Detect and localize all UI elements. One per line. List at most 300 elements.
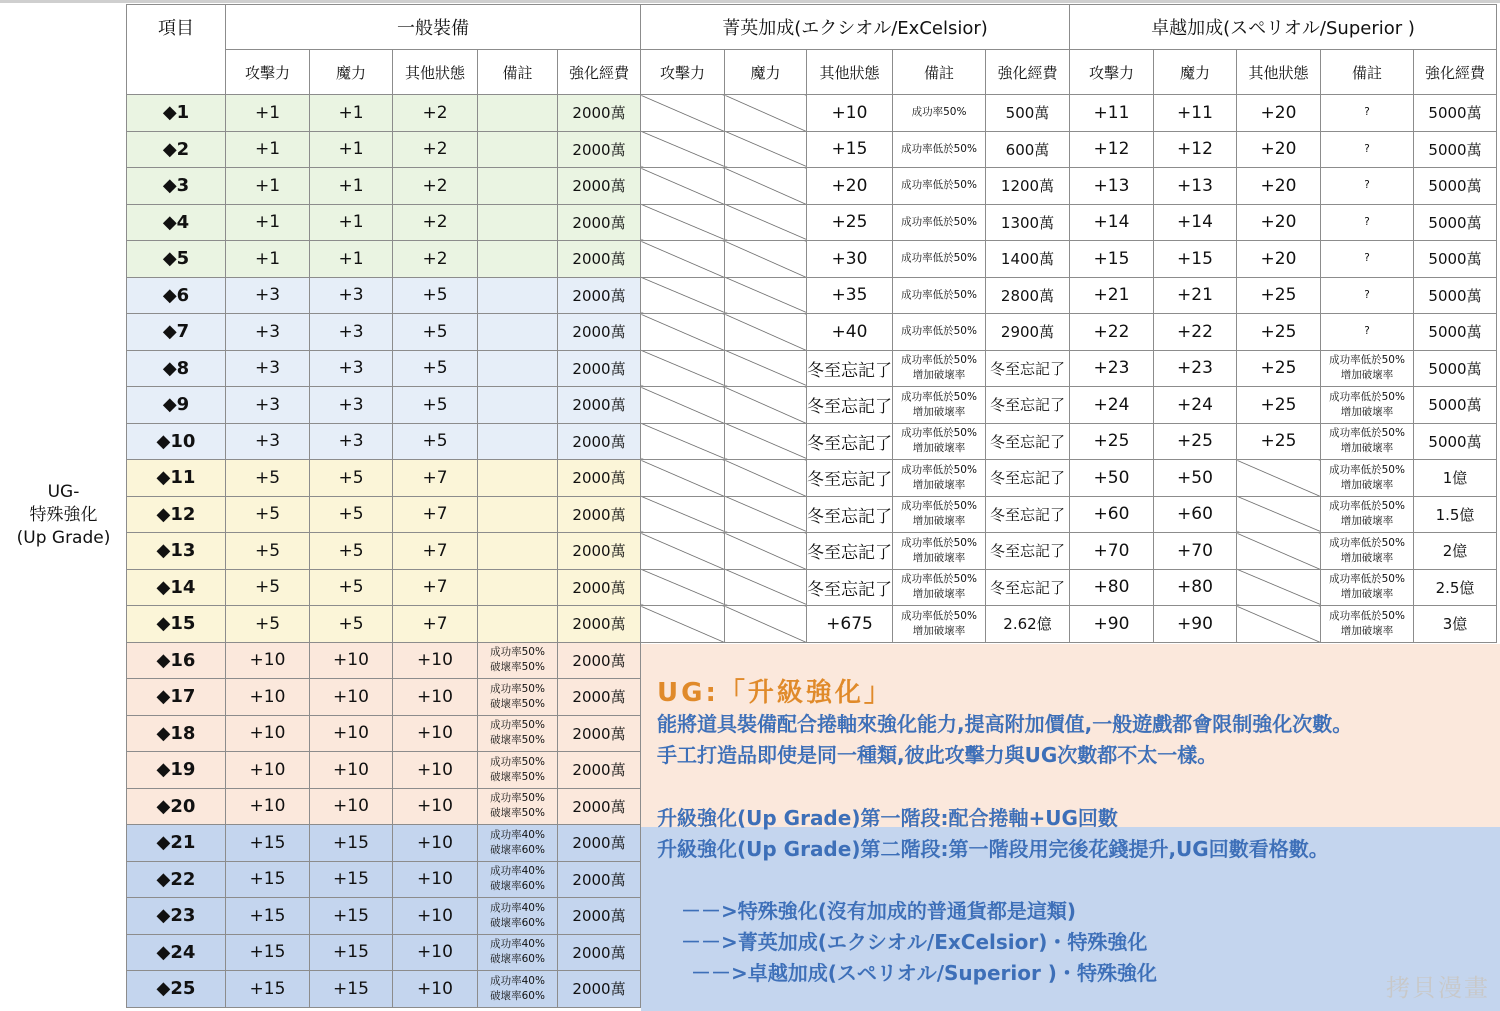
attack-cell: +3 (226, 350, 310, 387)
attack-cell: +1 (226, 204, 310, 241)
magic-cell: +15 (310, 861, 393, 898)
superior-magic-cell: +90 (1154, 606, 1237, 643)
superior-note-cell: 成功率低於50% 增加破壞率 (1321, 496, 1414, 533)
superior-note-cell: ? (1321, 131, 1414, 168)
level-cell: ◆21 (127, 825, 226, 862)
elite-cost-cell: 2900萬 (986, 314, 1070, 351)
superior-cost-cell: 2.5億 (1414, 569, 1497, 606)
attack-cell: +5 (226, 496, 310, 533)
attack-cell: +3 (226, 314, 310, 351)
elite-note-cell: 成功率低於50% 增加破壞率 (893, 533, 986, 570)
level-cell: ◆17 (127, 679, 226, 716)
note-cell (478, 460, 558, 497)
superior-note-cell: 成功率低於50% 增加破壞率 (1321, 423, 1414, 460)
superior-magic-cell: +12 (1154, 131, 1237, 168)
elite-attack-slash (641, 460, 725, 497)
superior-magic-cell: +13 (1154, 168, 1237, 205)
superior-cost-cell: 5000萬 (1414, 314, 1497, 351)
elite-attack-slash (641, 496, 725, 533)
superior-magic-cell: +22 (1154, 314, 1237, 351)
superior-magic-cell: +25 (1154, 423, 1237, 460)
superior-attack-cell: +11 (1070, 95, 1154, 132)
elite-magic-slash (725, 496, 807, 533)
attack-cell: +15 (226, 861, 310, 898)
superior-attack-cell: +90 (1070, 606, 1154, 643)
elite-note-cell: 成功率低於50% (893, 204, 986, 241)
elite-note-cell: 成功率低於50% 增加破壞率 (893, 496, 986, 533)
magic-cell: +10 (310, 715, 393, 752)
elite-attack-slash (641, 241, 725, 278)
superior-other-cell: +20 (1237, 241, 1321, 278)
cost-cell: 2000萬 (558, 350, 641, 387)
level-cell: ◆10 (127, 423, 226, 460)
attack-cell: +10 (226, 788, 310, 825)
other-status-cell: +10 (393, 752, 478, 789)
attack-cell: +10 (226, 679, 310, 716)
superior-note-cell: ? (1321, 314, 1414, 351)
elite-cost-cell: 冬至忘記了 (986, 569, 1070, 606)
superior-note-cell: 成功率低於50% 增加破壞率 (1321, 569, 1414, 606)
level-cell: ◆8 (127, 350, 226, 387)
superior-cost-cell: 5000萬 (1414, 168, 1497, 205)
elite-magic-slash (725, 241, 807, 278)
magic-cell: +5 (310, 496, 393, 533)
elite-other-cell: +10 (807, 95, 893, 132)
cost-cell: 2000萬 (558, 606, 641, 643)
superior-cost-cell: 3億 (1414, 606, 1497, 643)
note-cell: 成功率40% 破壞率60% (478, 934, 558, 971)
superior-magic-cell: +23 (1154, 350, 1237, 387)
other-status-cell: +5 (393, 277, 478, 314)
subheader: 備註 (893, 50, 986, 95)
note-cell (478, 350, 558, 387)
note-cell: 成功率40% 破壞率60% (478, 825, 558, 862)
superior-other-cell: +25 (1237, 314, 1321, 351)
level-cell: ◆23 (127, 898, 226, 935)
cost-cell: 2000萬 (558, 752, 641, 789)
elite-other-cell: 冬至忘記了 (807, 387, 893, 424)
superior-magic-cell: +80 (1154, 569, 1237, 606)
level-cell: ◆11 (127, 460, 226, 497)
level-cell: ◆2 (127, 131, 226, 168)
superior-cost-cell: 5000萬 (1414, 241, 1497, 278)
note-cell (478, 131, 558, 168)
other-status-cell: +5 (393, 314, 478, 351)
info-line: 升級強化(Up Grade)第二階段:第一階段用完後花錢提升,UG回數看格數。 (657, 837, 1329, 861)
level-cell: ◆24 (127, 934, 226, 971)
level-cell: ◆13 (127, 533, 226, 570)
note-cell: 成功率50% 破壞率50% (478, 752, 558, 789)
other-status-cell: +2 (393, 204, 478, 241)
elite-magic-slash (725, 314, 807, 351)
elite-other-cell: +35 (807, 277, 893, 314)
note-cell (478, 95, 558, 132)
elite-cost-cell: 冬至忘記了 (986, 496, 1070, 533)
elite-attack-slash (641, 168, 725, 205)
level-cell: ◆18 (127, 715, 226, 752)
elite-note-cell: 成功率低於50% (893, 131, 986, 168)
note-cell (478, 606, 558, 643)
elite-attack-slash (641, 569, 725, 606)
other-status-cell: +2 (393, 241, 478, 278)
elite-other-cell: 冬至忘記了 (807, 423, 893, 460)
elite-cost-cell: 冬至忘記了 (986, 460, 1070, 497)
magic-cell: +5 (310, 606, 393, 643)
level-cell: ◆16 (127, 642, 226, 679)
note-cell (478, 533, 558, 570)
elite-attack-slash (641, 204, 725, 241)
superior-attack-cell: +60 (1070, 496, 1154, 533)
info-panel (641, 644, 1500, 1011)
magic-cell: +3 (310, 277, 393, 314)
other-status-cell: +10 (393, 934, 478, 971)
attack-cell: +10 (226, 642, 310, 679)
superior-cost-cell: 5000萬 (1414, 95, 1497, 132)
subheader: 強化經費 (986, 50, 1070, 95)
elite-other-cell: +30 (807, 241, 893, 278)
header-elite: 菁英加成(エクシオル/ExCelsior) (641, 5, 1070, 50)
superior-note-cell: 成功率低於50% 增加破壞率 (1321, 460, 1414, 497)
table-row (127, 314, 1497, 351)
magic-cell: +15 (310, 825, 393, 862)
superior-attack-cell: +15 (1070, 241, 1154, 278)
level-cell: ◆3 (127, 168, 226, 205)
attack-cell: +15 (226, 825, 310, 862)
attack-cell: +5 (226, 569, 310, 606)
elite-magic-slash (725, 204, 807, 241)
magic-cell: +1 (310, 131, 393, 168)
magic-cell: +5 (310, 460, 393, 497)
magic-cell: +15 (310, 971, 393, 1008)
elite-attack-slash (641, 95, 725, 132)
other-status-cell: +5 (393, 387, 478, 424)
attack-cell: +5 (226, 460, 310, 497)
magic-cell: +15 (310, 898, 393, 935)
superior-note-cell: ? (1321, 277, 1414, 314)
superior-cost-cell: 1億 (1414, 460, 1497, 497)
elite-attack-slash (641, 606, 725, 643)
table-row (127, 95, 1497, 132)
elite-magic-slash (725, 95, 807, 132)
cost-cell: 2000萬 (558, 95, 641, 132)
attack-cell: +1 (226, 131, 310, 168)
cost-cell: 2000萬 (558, 204, 641, 241)
superior-attack-cell: +23 (1070, 350, 1154, 387)
table-row (127, 569, 1497, 606)
elite-attack-slash (641, 277, 725, 314)
superior-other-cell: +20 (1237, 95, 1321, 132)
other-status-cell: +2 (393, 131, 478, 168)
elite-note-cell: 成功率低於50% 增加破壞率 (893, 423, 986, 460)
superior-note-cell: ? (1321, 241, 1414, 278)
other-status-cell: +10 (393, 825, 478, 862)
attack-cell: +1 (226, 241, 310, 278)
superior-cost-cell: 5000萬 (1414, 423, 1497, 460)
note-cell: 成功率40% 破壞率60% (478, 971, 558, 1008)
attack-cell: +3 (226, 277, 310, 314)
elite-note-cell: 成功率50% (893, 95, 986, 132)
subheader: 其他狀態 (393, 50, 478, 95)
magic-cell: +10 (310, 679, 393, 716)
table-row (127, 533, 1497, 570)
superior-note-cell: ? (1321, 95, 1414, 132)
elite-note-cell: 成功率低於50% (893, 241, 986, 278)
cost-cell: 2000萬 (558, 387, 641, 424)
other-status-cell: +7 (393, 569, 478, 606)
elite-cost-cell: 600萬 (986, 131, 1070, 168)
attack-cell: +3 (226, 387, 310, 424)
magic-cell: +1 (310, 168, 393, 205)
other-status-cell: +2 (393, 95, 478, 132)
other-status-cell: +10 (393, 715, 478, 752)
level-cell: ◆19 (127, 752, 226, 789)
note-cell (478, 423, 558, 460)
attack-cell: +10 (226, 715, 310, 752)
elite-other-cell: +20 (807, 168, 893, 205)
note-cell (478, 277, 558, 314)
header-normal: 一般裝備 (226, 5, 641, 50)
elite-attack-slash (641, 533, 725, 570)
elite-note-cell: 成功率低於50% 增加破壞率 (893, 460, 986, 497)
elite-magic-slash (725, 460, 807, 497)
superior-note-cell: 成功率低於50% 增加破壞率 (1321, 533, 1414, 570)
magic-cell: +1 (310, 204, 393, 241)
info-line: 能將道具裝備配合捲軸來強化能力,提高附加價值,一般遊戲都會限制強化次數。 (657, 712, 1353, 736)
cost-cell: 2000萬 (558, 168, 641, 205)
header-item: 項目 (127, 5, 226, 50)
table-row (127, 131, 1497, 168)
attack-cell: +15 (226, 898, 310, 935)
superior-attack-cell: +25 (1070, 423, 1154, 460)
magic-cell: +15 (310, 934, 393, 971)
superior-note-cell: ? (1321, 204, 1414, 241)
elite-magic-slash (725, 569, 807, 606)
elite-note-cell: 成功率低於50% (893, 314, 986, 351)
cost-cell: 2000萬 (558, 898, 641, 935)
table-row (127, 168, 1497, 205)
superior-attack-cell: +14 (1070, 204, 1154, 241)
elite-other-cell: 冬至忘記了 (807, 569, 893, 606)
elite-other-cell: +40 (807, 314, 893, 351)
magic-cell: +1 (310, 241, 393, 278)
level-cell: ◆4 (127, 204, 226, 241)
superior-cost-cell: 5000萬 (1414, 387, 1497, 424)
info-line: －－>菁英加成(エクシオル/ExCelsior)・特殊強化 (681, 930, 1148, 954)
elite-cost-cell: 2.62億 (986, 606, 1070, 643)
superior-magic-cell: +24 (1154, 387, 1237, 424)
elite-magic-slash (725, 423, 807, 460)
table-row (127, 387, 1497, 424)
table-row (127, 277, 1497, 314)
elite-note-cell: 成功率低於50% 增加破壞率 (893, 569, 986, 606)
elite-cost-cell: 冬至忘記了 (986, 533, 1070, 570)
info-line: －－>特殊強化(沒有加成的普通貨都是這類) (681, 899, 1077, 923)
attack-cell: +5 (226, 533, 310, 570)
table-row (127, 423, 1497, 460)
note-cell (478, 496, 558, 533)
superior-magic-cell: +15 (1154, 241, 1237, 278)
superior-attack-cell: +50 (1070, 460, 1154, 497)
note-cell: 成功率50% 破壞率50% (478, 715, 558, 752)
other-status-cell: +7 (393, 496, 478, 533)
superior-other-cell: +25 (1237, 277, 1321, 314)
elite-magic-slash (725, 131, 807, 168)
other-status-cell: +10 (393, 788, 478, 825)
elite-attack-slash (641, 131, 725, 168)
subheader: 備註 (478, 50, 558, 95)
cost-cell: 2000萬 (558, 533, 641, 570)
superior-note-cell: ? (1321, 168, 1414, 205)
magic-cell: +3 (310, 350, 393, 387)
elite-attack-slash (641, 314, 725, 351)
other-status-cell: +10 (393, 642, 478, 679)
attack-cell: +1 (226, 168, 310, 205)
note-cell: 成功率40% 破壞率60% (478, 898, 558, 935)
superior-other-slash (1237, 533, 1321, 570)
elite-attack-slash (641, 350, 725, 387)
superior-other-cell: +20 (1237, 131, 1321, 168)
elite-other-cell: +675 (807, 606, 893, 643)
subheader: 其他狀態 (1237, 50, 1321, 95)
cost-cell: 2000萬 (558, 569, 641, 606)
elite-note-cell: 成功率低於50% (893, 168, 986, 205)
elite-attack-slash (641, 387, 725, 424)
elite-cost-cell: 冬至忘記了 (986, 423, 1070, 460)
superior-cost-cell: 5000萬 (1414, 277, 1497, 314)
superior-attack-cell: +22 (1070, 314, 1154, 351)
elite-magic-slash (725, 606, 807, 643)
info-line: 手工打造品即使是同一種類,彼此攻擊力與UG次數都不太一樣。 (657, 743, 1218, 767)
other-status-cell: +7 (393, 606, 478, 643)
elite-other-cell: 冬至忘記了 (807, 350, 893, 387)
elite-magic-slash (725, 350, 807, 387)
subheader: 魔力 (1154, 50, 1237, 95)
level-cell: ◆22 (127, 861, 226, 898)
cost-cell: 2000萬 (558, 496, 641, 533)
superior-other-cell: +25 (1237, 423, 1321, 460)
superior-magic-cell: +60 (1154, 496, 1237, 533)
superior-cost-cell: 5000萬 (1414, 204, 1497, 241)
header-superior: 卓越加成(スペリオル/Superior ) (1070, 5, 1497, 50)
superior-other-cell: +20 (1237, 204, 1321, 241)
top-rule (0, 0, 1500, 3)
note-cell (478, 569, 558, 606)
note-cell (478, 387, 558, 424)
superior-attack-cell: +13 (1070, 168, 1154, 205)
cost-cell: 2000萬 (558, 642, 641, 679)
level-cell: ◆6 (127, 277, 226, 314)
superior-magic-cell: +50 (1154, 460, 1237, 497)
other-status-cell: +7 (393, 460, 478, 497)
elite-cost-cell: 1300萬 (986, 204, 1070, 241)
note-cell (478, 241, 558, 278)
note-cell: 成功率50% 破壞率50% (478, 642, 558, 679)
other-status-cell: +5 (393, 423, 478, 460)
elite-other-cell: +25 (807, 204, 893, 241)
superior-attack-cell: +12 (1070, 131, 1154, 168)
table-row (127, 606, 1497, 643)
cost-cell: 2000萬 (558, 277, 641, 314)
superior-note-cell: 成功率低於50% 增加破壞率 (1321, 387, 1414, 424)
table-row (127, 204, 1497, 241)
level-cell: ◆5 (127, 241, 226, 278)
elite-magic-slash (725, 168, 807, 205)
note-cell: 成功率40% 破壞率60% (478, 861, 558, 898)
magic-cell: +5 (310, 569, 393, 606)
other-status-cell: +10 (393, 679, 478, 716)
elite-other-cell: 冬至忘記了 (807, 496, 893, 533)
subheader: 攻擊力 (226, 50, 310, 95)
cost-cell: 2000萬 (558, 861, 641, 898)
subheader: 其他狀態 (807, 50, 893, 95)
cost-cell: 2000萬 (558, 825, 641, 862)
cost-cell: 2000萬 (558, 679, 641, 716)
superior-other-cell: +20 (1237, 168, 1321, 205)
cost-cell: 2000萬 (558, 460, 641, 497)
watermark: 拷貝漫畫 (1386, 974, 1490, 1002)
info-title: UG:「升級強化」 (657, 678, 893, 708)
elite-attack-slash (641, 423, 725, 460)
superior-other-slash (1237, 496, 1321, 533)
superior-other-cell: +25 (1237, 350, 1321, 387)
superior-other-slash (1237, 606, 1321, 643)
superior-cost-cell: 5000萬 (1414, 131, 1497, 168)
other-status-cell: +10 (393, 971, 478, 1008)
magic-cell: +3 (310, 314, 393, 351)
other-status-cell: +5 (393, 350, 478, 387)
level-cell: ◆7 (127, 314, 226, 351)
cost-cell: 2000萬 (558, 788, 641, 825)
subheader: 魔力 (725, 50, 807, 95)
cost-cell: 2000萬 (558, 423, 641, 460)
magic-cell: +5 (310, 533, 393, 570)
elite-other-cell: +15 (807, 131, 893, 168)
elite-cost-cell: 2800萬 (986, 277, 1070, 314)
level-cell: ◆9 (127, 387, 226, 424)
cost-cell: 2000萬 (558, 971, 641, 1008)
superior-cost-cell: 1.5億 (1414, 496, 1497, 533)
cost-cell: 2000萬 (558, 131, 641, 168)
table-row (127, 350, 1497, 387)
elite-cost-cell: 1200萬 (986, 168, 1070, 205)
superior-magic-cell: +11 (1154, 95, 1237, 132)
cost-cell: 2000萬 (558, 934, 641, 971)
elite-magic-slash (725, 533, 807, 570)
level-cell: ◆25 (127, 971, 226, 1008)
superior-attack-cell: +21 (1070, 277, 1154, 314)
superior-other-cell: +25 (1237, 387, 1321, 424)
attack-cell: +1 (226, 95, 310, 132)
attack-cell: +10 (226, 752, 310, 789)
info-line: －－>卓越加成(スペリオル/Superior )・特殊強化 (691, 961, 1157, 985)
attack-cell: +15 (226, 971, 310, 1008)
table-row (127, 241, 1497, 278)
level-cell: ◆12 (127, 496, 226, 533)
superior-note-cell: 成功率低於50% 增加破壞率 (1321, 350, 1414, 387)
cost-cell: 2000萬 (558, 715, 641, 752)
note-cell (478, 314, 558, 351)
superior-attack-cell: +70 (1070, 533, 1154, 570)
superior-cost-cell: 2億 (1414, 533, 1497, 570)
elite-note-cell: 成功率低於50% 增加破壞率 (893, 350, 986, 387)
subheader-blank (127, 50, 226, 95)
elite-other-cell: 冬至忘記了 (807, 533, 893, 570)
side-label (0, 460, 127, 570)
note-cell (478, 204, 558, 241)
level-cell: ◆15 (127, 606, 226, 643)
attack-cell: +15 (226, 934, 310, 971)
subheader: 備註 (1321, 50, 1414, 95)
